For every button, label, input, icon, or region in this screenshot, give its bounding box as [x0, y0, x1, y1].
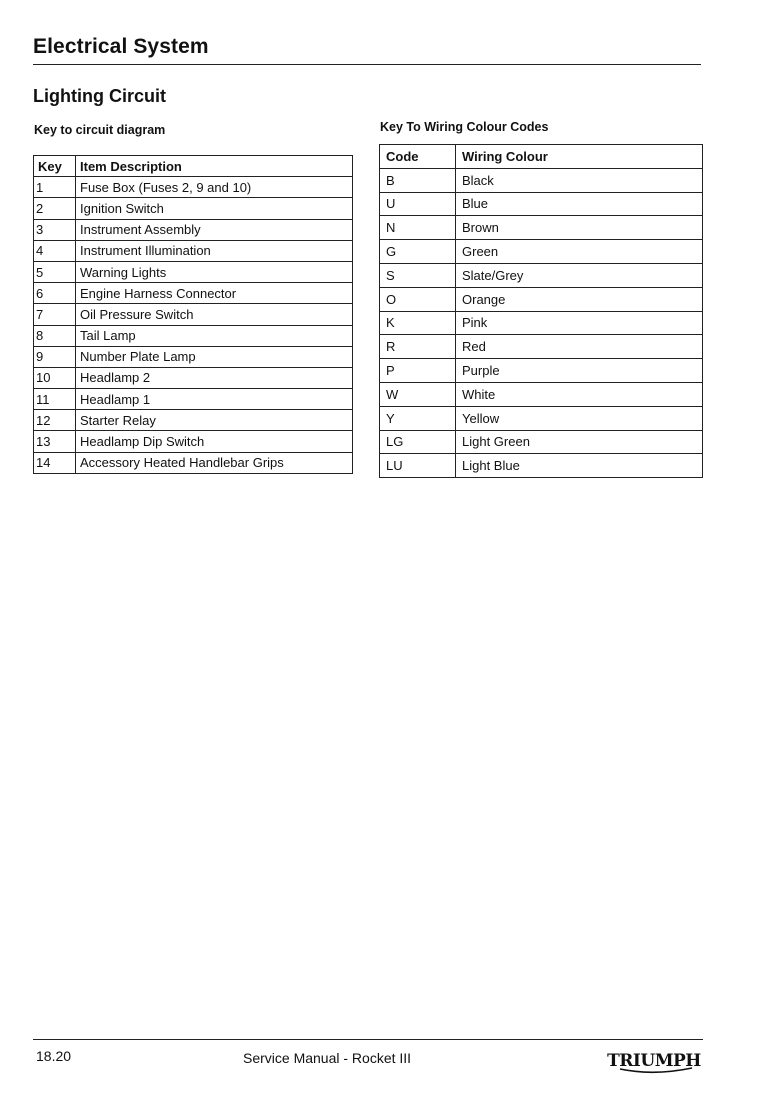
colour-code-cell: O: [380, 287, 456, 311]
key-number-cell: 13: [34, 431, 76, 452]
table-row: [34, 452, 353, 473]
colour-code-cell: U: [380, 192, 456, 216]
table-row: [34, 367, 353, 388]
colour-code-cell: N: [380, 216, 456, 240]
table-row: [34, 198, 353, 219]
table-row: [34, 283, 353, 304]
key-number-cell: 10: [34, 367, 76, 388]
page-header-title: Electrical System: [33, 35, 209, 58]
table-row: [34, 389, 353, 410]
wiring-colour-cell: Light Green: [456, 430, 703, 454]
table-row: [34, 325, 353, 346]
wiring-colour-cell: Slate/Grey: [456, 263, 703, 287]
colour-code-cell: R: [380, 335, 456, 359]
key-table-caption: Key to circuit diagram: [34, 123, 166, 137]
wiring-colour-cell: Orange: [456, 287, 703, 311]
item-description-cell: Fuse Box (Fuses 2, 9 and 10): [76, 177, 353, 198]
table-row: [380, 335, 703, 359]
table-row: [34, 304, 353, 325]
table-row: [380, 287, 703, 311]
column-header-wiring-colour: Wiring Colour: [456, 145, 703, 169]
colour-code-cell: G: [380, 240, 456, 264]
wiring-colour-cell: Blue: [456, 192, 703, 216]
colour-code-cell: S: [380, 263, 456, 287]
key-number-cell: 8: [34, 325, 76, 346]
wiring-colour-cell: Yellow: [456, 406, 703, 430]
key-number-cell: 5: [34, 261, 76, 282]
key-number-cell: 7: [34, 304, 76, 325]
item-description-cell: Ignition Switch: [76, 198, 353, 219]
wiring-colour-cell: Green: [456, 240, 703, 264]
table-row: [380, 216, 703, 240]
colour-code-cell: W: [380, 382, 456, 406]
page-number: 18.20: [36, 1048, 72, 1064]
wiring-colour-cell: Purple: [456, 359, 703, 383]
wiring-colour-table: [379, 144, 703, 478]
table-row: [380, 263, 703, 287]
wiring-colour-cell: White: [456, 382, 703, 406]
key-number-cell: 6: [34, 283, 76, 304]
colour-code-cell: P: [380, 359, 456, 383]
item-description-cell: Headlamp 2: [76, 367, 353, 388]
wiring-colour-cell: Red: [456, 335, 703, 359]
table-row: [34, 346, 353, 367]
wiring-colour-cell: Black: [456, 168, 703, 192]
table-row: [380, 430, 703, 454]
column-header-item-description: Item Description: [76, 156, 353, 177]
colour-code-cell: LU: [380, 454, 456, 478]
item-description-cell: Headlamp 1: [76, 389, 353, 410]
colour-code-cell: K: [380, 311, 456, 335]
key-number-cell: 4: [34, 240, 76, 261]
table-row: [380, 311, 703, 335]
key-number-cell: 3: [34, 219, 76, 240]
table-row: [380, 168, 703, 192]
colour-code-cell: Y: [380, 406, 456, 430]
item-description-cell: Warning Lights: [76, 261, 353, 282]
colour-code-cell: LG: [380, 430, 456, 454]
table-row: [34, 219, 353, 240]
table-row: [380, 406, 703, 430]
key-number-cell: 14: [34, 452, 76, 473]
item-description-cell: Oil Pressure Switch: [76, 304, 353, 325]
circuit-key-table: [33, 155, 353, 474]
item-description-cell: Headlamp Dip Switch: [76, 431, 353, 452]
item-description-cell: Instrument Illumination: [76, 240, 353, 261]
colour-table-caption: Key To Wiring Colour Codes: [380, 120, 549, 134]
key-number-cell: 11: [34, 389, 76, 410]
table-row: [34, 261, 353, 282]
table-row: [380, 240, 703, 264]
table-header-row: [34, 156, 353, 177]
header-divider: [33, 64, 701, 65]
table-row: [380, 382, 703, 406]
item-description-cell: Tail Lamp: [76, 325, 353, 346]
column-header-code: Code: [380, 145, 456, 169]
key-number-cell: 9: [34, 346, 76, 367]
key-number-cell: 1: [34, 177, 76, 198]
wiring-colour-cell: Light Blue: [456, 454, 703, 478]
table-row: [34, 240, 353, 261]
wiring-colour-cell: Pink: [456, 311, 703, 335]
item-description-cell: Starter Relay: [76, 410, 353, 431]
section-title: Lighting Circuit: [33, 86, 166, 106]
svg-text:TRIUMPH: TRIUMPH: [607, 1051, 701, 1071]
key-number-cell: 2: [34, 198, 76, 219]
manual-title: Service Manual - Rocket III: [243, 1050, 412, 1066]
key-number-cell: 12: [34, 410, 76, 431]
table-row: [34, 177, 353, 198]
table-row: [380, 454, 703, 478]
table-row: [380, 192, 703, 216]
item-description-cell: Instrument Assembly: [76, 219, 353, 240]
wiring-colour-cell: Brown: [456, 216, 703, 240]
item-description-cell: Engine Harness Connector: [76, 283, 353, 304]
table-row: [34, 431, 353, 452]
item-description-cell: Number Plate Lamp: [76, 346, 353, 367]
table-header-row: [380, 145, 703, 169]
table-row: [380, 359, 703, 383]
footer-divider: [33, 1039, 703, 1040]
column-header-key: Key: [34, 156, 76, 177]
colour-code-cell: B: [380, 168, 456, 192]
item-description-cell: Accessory Heated Handlebar Grips: [76, 452, 353, 473]
table-row: [34, 410, 353, 431]
triumph-logo: [606, 1046, 702, 1076]
